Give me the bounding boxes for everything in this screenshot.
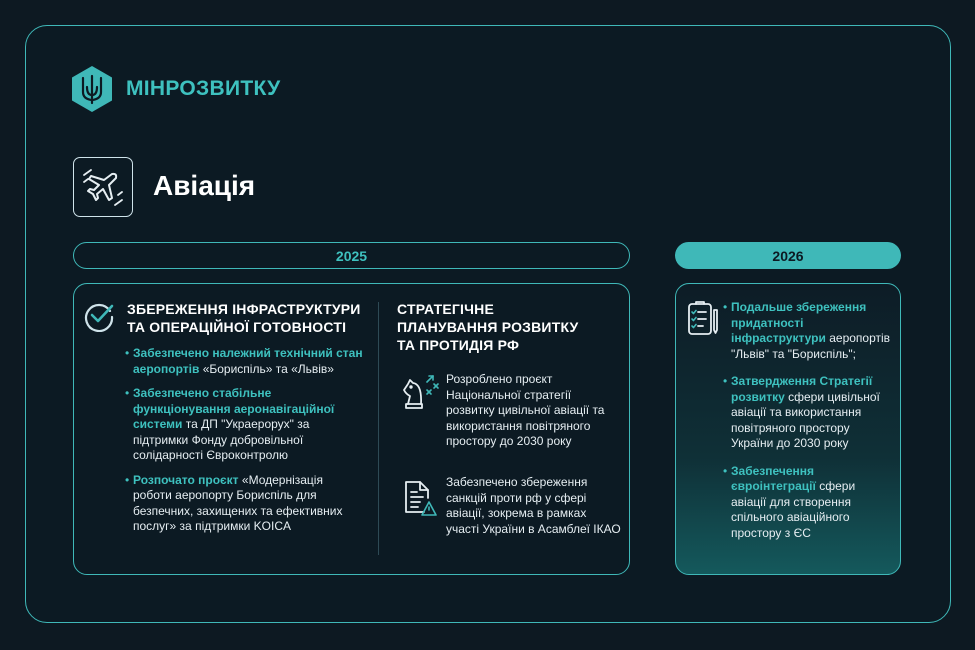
chess-knight-icon xyxy=(398,372,440,412)
airplane-icon xyxy=(81,165,125,209)
infrastructure-bullets xyxy=(125,346,365,544)
brand-logo xyxy=(70,65,281,113)
section-title-infrastructure: ЗБЕРЕЖЕННЯ ІНФРАСТРУКТУРИ ТА ОПЕРАЦІЙНОЇ ГОТОВНОСТІ xyxy=(127,301,361,335)
ministry-trident-logo-icon xyxy=(70,65,114,113)
list-item: • Забезпечено належний технічний стан аеропортів «Бориспіль» та «Львів» xyxy=(125,346,365,377)
strategy-draft-text: Розроблено проєкт Національної стратегії розвитку цивільної авіації та використання повітряного простору до 2030 року xyxy=(446,372,605,448)
list-item: • Подальше збереження придатності інфраструктури аеропортів "Львів" та "Бориспіль"; xyxy=(723,300,893,362)
list-item: • Розпочато проєкт «Модернізація роботи аеропорту Бориспіль для безпечних, захищених та ефективних послуг» за підтримки KOICA xyxy=(125,473,365,535)
page-title: Авіація xyxy=(153,170,256,201)
year-2026-label: 2026 xyxy=(675,242,901,269)
list-item: • Забезпечено стабільне функціонування аеронавігаційної системи та ДП "Украерорух" за підтримки Фонду добровільної солідарності Євроконтролю xyxy=(125,386,365,464)
check-circle-icon xyxy=(83,300,115,332)
airplane-icon-box xyxy=(73,157,133,217)
sanctions-text: Забезпечено збереження санкцій проти рф у сфері авіації, зокрема в рамках участі України в Асамблеї ІКАО xyxy=(446,475,621,536)
plans-2026-bullets xyxy=(723,300,893,550)
section-title-strategy: СТРАТЕГІЧНЕ ПЛАНУВАННЯ РОЗВИТКУ ТА ПРОТИДІЯ РФ xyxy=(397,301,579,353)
column-divider xyxy=(378,302,379,555)
list-item: • Забезпечення євроінтеграції сфери авіації для створення спільного авіаційного простору з ЄС xyxy=(723,464,893,542)
year-2025-label: 2025 xyxy=(73,242,630,269)
brand-name: МІНРОЗВИТКУ xyxy=(126,77,281,100)
checklist-icon xyxy=(686,300,720,338)
list-item: • Затвердження Стратегії розвитку сфери цивільної авіації та використання повітряного простору України до 2030 року xyxy=(723,374,893,452)
document-warning-icon xyxy=(402,478,438,518)
